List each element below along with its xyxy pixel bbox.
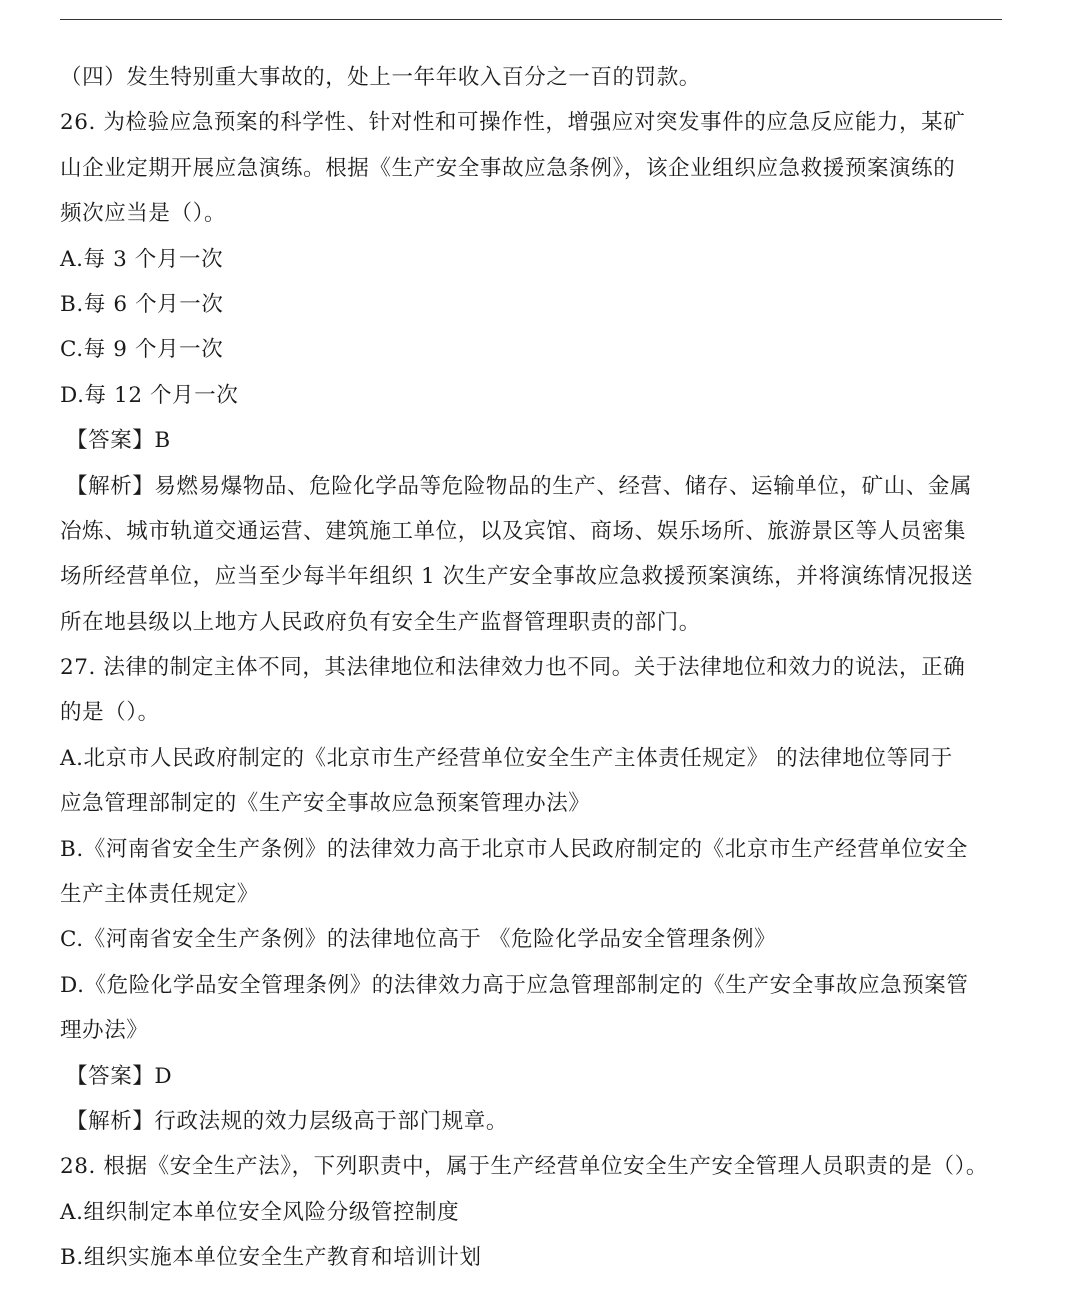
question-26-option-b: B.每 6 个月一次 <box>60 291 224 317</box>
question-26-answer: 【答案】B <box>66 428 171 454</box>
question-27-option-a-line-2: 应急管理部制定的《生产安全事故应急预案管理办法》 <box>60 791 591 817</box>
header-rule <box>60 19 1002 20</box>
question-27-option-a-line-1: A.北京市人民政府制定的《北京市生产经营单位安全生产主体责任规定》 的法律地位等同于 <box>60 745 953 771</box>
question-26-stem-line-1: 26. 为检验应急预案的科学性、针对性和可操作性，增强应对突发事件的应急反应能力，某矿 <box>60 110 966 136</box>
question-26-analysis-line-1: 【解析】易燃易爆物品、危险化学品等危险物品的生产、经营、储存、运输单位，矿山、金属 <box>66 473 973 499</box>
question-27-option-d-line-1: D.《危险化学品安全管理条例》的法律效力高于应急管理部制定的《生产安全事故应急预案管 <box>60 972 969 998</box>
question-26-analysis-line-2: 冶炼、城市轨道交通运营、建筑施工单位，以及宾馆、商场、娱乐场所、旅游景区等人员密集 <box>60 518 967 544</box>
question-26-option-d: D.每 12 个月一次 <box>60 382 239 408</box>
question-28-option-b: B.组织实施本单位安全生产教育和培训计划 <box>60 1245 482 1271</box>
question-26-analysis-line-4: 所在地县级以上地方人民政府负有安全生产监督管理职责的部门。 <box>60 609 701 635</box>
question-27-answer: 【答案】D <box>66 1063 173 1089</box>
question-27-analysis: 【解析】行政法规的效力层级高于部门规章。 <box>66 1108 509 1134</box>
question-26-option-a: A.每 3 个月一次 <box>60 246 224 272</box>
question-27-option-c: C.《河南省安全生产条例》的法律地位高于 《危险化学品安全管理条例》 <box>60 927 777 953</box>
question-27-option-d-line-2: 理办法》 <box>60 1018 149 1044</box>
question-28-stem: 28. 根据《安全生产法》，下列职责中，属于生产经营单位安全生产安全管理人员职责的是（）。 <box>60 1154 989 1180</box>
question-27-stem-line-1: 27. 法律的制定主体不同，其法律地位和法律效力也不同。关于法律地位和效力的说法，正确 <box>60 655 966 681</box>
question-27-stem-line-2: 的是（）。 <box>60 700 160 726</box>
question-26-option-c: C.每 9 个月一次 <box>60 337 224 363</box>
question-28-option-a: A.组织制定本单位安全风险分级管控制度 <box>60 1199 460 1225</box>
question-26-analysis-line-3: 场所经营单位，应当至少每半年组织 1 次生产安全事故应急救援预案演练，并将演练情况报送 <box>60 564 974 590</box>
text-line-punishment-4: （四）发生特别重大事故的，处上一年年收入百分之一百的罚款。 <box>60 65 701 90</box>
question-26-stem-line-2: 山企业定期开展应急演练。根据《生产安全事故应急条例》，该企业组织应急救援预案演练的 <box>60 155 956 181</box>
question-26-stem-line-3: 频次应当是（）。 <box>60 201 227 227</box>
question-27-option-b-line-1: B.《河南省安全生产条例》的法律效力高于北京市人民政府制定的《北京市生产经营单位安全 <box>60 836 968 862</box>
question-27-option-b-line-2: 生产主体责任规定》 <box>60 882 259 908</box>
document-body <box>60 55 1005 1281</box>
